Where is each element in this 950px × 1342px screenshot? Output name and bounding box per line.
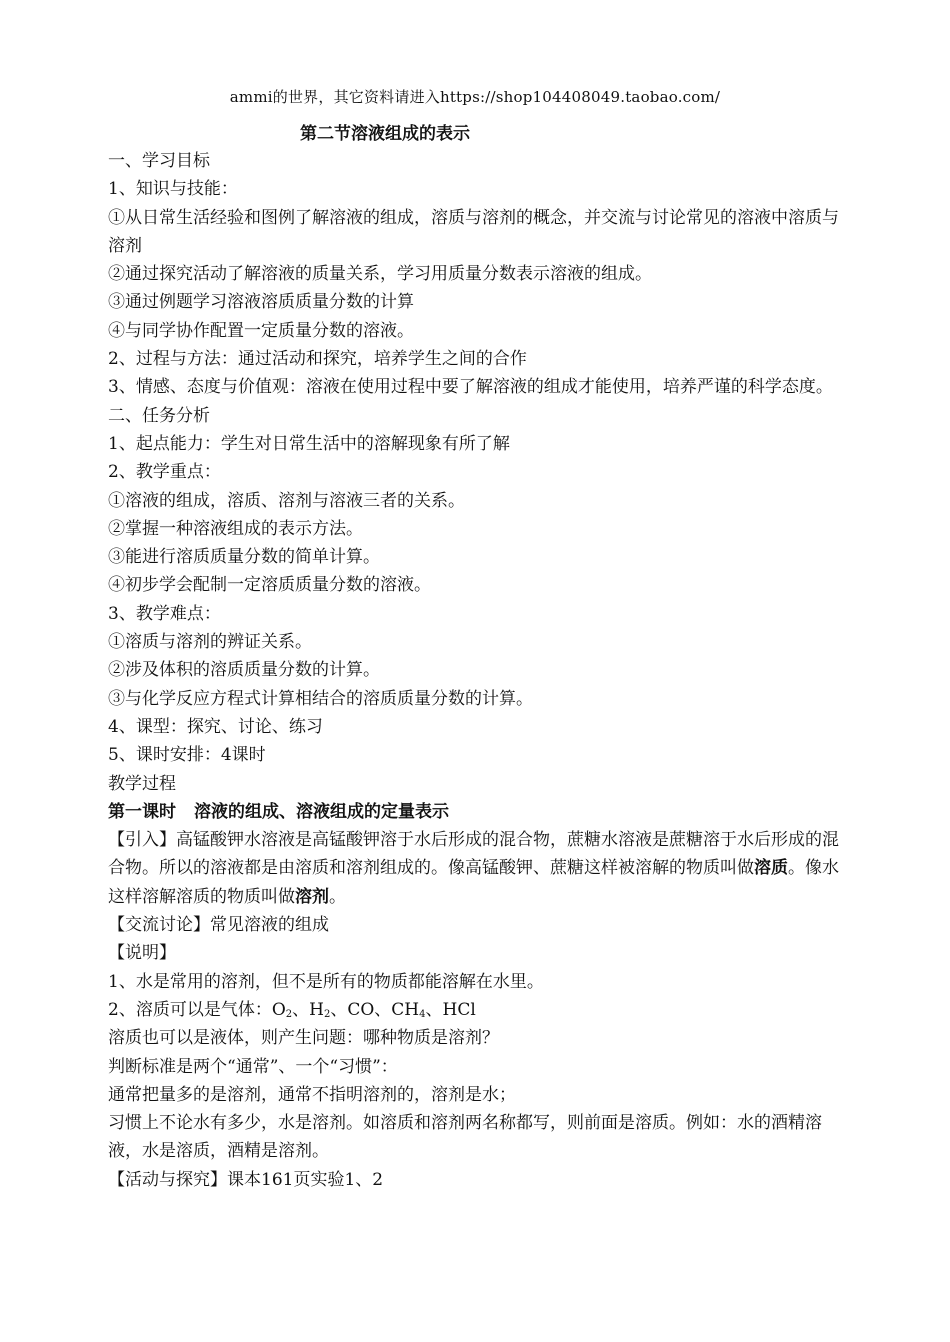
list-item: ③与化学反应方程式计算相结合的溶质质量分数的计算。 (108, 688, 533, 709)
list-item: ②通过探究活动了解溶液的质量关系，学习用质量分数表示溶液的组成。 (108, 264, 652, 285)
paragraph: 5、课时安排：4课时 (108, 745, 266, 766)
list-item: ④与同学协作配置一定质量分数的溶液。 (108, 320, 414, 341)
subsection-heading: 2、教学重点： (108, 462, 221, 483)
paragraph: 【交流讨论】常见溶液的组成 (108, 915, 329, 936)
section-heading: 二、任务分析 (108, 405, 210, 426)
paragraph: 通常把量多的是溶剂，通常不指明溶剂的，溶剂是水； (108, 1084, 516, 1105)
intro-paragraph (108, 826, 846, 911)
gas-solutes (108, 996, 846, 1024)
paragraph: 【活动与探究】课本161页实验1、2 (108, 1169, 384, 1190)
intro-text: 。像水这样溶解溶质的物质叫做 (108, 858, 839, 907)
subscript: 2 (323, 1008, 331, 1020)
paragraph: 习惯上不论水有多少，水是溶剂。如溶质和溶剂两名称都写，则前面是溶质。例如：水的酒精溶液，水是溶质，酒精是溶剂。 (108, 1113, 822, 1162)
paragraph: 2、过程与方法：通过活动和探究，培养学生之间的合作 (108, 349, 527, 370)
subscript: 2 (285, 1008, 293, 1020)
list-item: ②掌握一种溶液组成的表示方法。 (108, 518, 363, 539)
paragraph: 判断标准是两个“通常”、一个“习惯”： (108, 1056, 398, 1077)
paragraph: 【说明】 (108, 943, 176, 964)
subsection-heading: 1、知识与技能： (108, 179, 238, 200)
page-title: 第二节溶液组成的表示 (300, 124, 470, 144)
term-solute: 溶质 (754, 858, 788, 879)
page-header: ammi的世界，其它资料请进入https://shop104408049.taobao.com/ (229, 88, 721, 106)
paragraph: 4、课型：探究、讨论、练习 (108, 716, 323, 737)
list-item: ③通过例题学习溶液溶质质量分数的计算 (108, 292, 414, 313)
paragraph: 1、水是常用的溶剂，但不是所有的物质都能溶解在水里。 (108, 971, 544, 992)
paragraph: 1、起点能力：学生对日常生活中的溶解现象有所了解 (108, 433, 510, 454)
subsection-heading: 3、教学难点： (108, 603, 221, 624)
paragraph: 溶质也可以是液体，则产生问题：哪种物质是溶剂？ (108, 1028, 499, 1049)
lesson-topic: 溶液的组成、溶液组成的定量表示 (194, 801, 449, 822)
list-item: ④初步学会配制一定溶质质量分数的溶液。 (108, 575, 431, 596)
section-heading: 教学过程 (108, 773, 176, 794)
list-item: ①从日常生活经验和图例了解溶液的组成，溶质与溶剂的概念，并交流与讨论常见的溶液中溶质与溶剂 (108, 207, 839, 256)
text: 、H (292, 999, 324, 1020)
text: 、HCl (425, 999, 476, 1020)
lesson-number: 第一课时 (108, 801, 176, 822)
list-item: ①溶液的组成，溶质、溶剂与溶液三者的关系。 (108, 490, 465, 511)
lesson-heading (108, 798, 846, 826)
list-item: ②涉及体积的溶质质量分数的计算。 (108, 660, 380, 681)
intro-text: 【引入】高锰酸钾水溶液是高锰酸钾溶于水后形成的混合物，蔗糖水溶液是蔗糖溶于水后形成的混合物。所以的溶液都是由溶质和溶剂组成的。像高锰酸钾、蔗糖这样被溶解的物质叫做 (108, 830, 839, 879)
list-item: ①溶质与溶剂的辨证关系。 (108, 632, 312, 653)
text: 、CO、CH (330, 999, 420, 1020)
intro-text: 。 (329, 886, 346, 907)
section-heading: 一、学习目标 (108, 151, 210, 171)
term-solvent: 溶剂 (295, 886, 329, 907)
document-body (108, 147, 846, 1194)
paragraph: 3、情感、态度与价值观：溶液在使用过程中要了解溶液的组成才能使用，培养严谨的科学态度。 (108, 377, 833, 398)
subscript: 4 (419, 1008, 426, 1020)
text: 2、溶质可以是气体：O (108, 999, 286, 1020)
list-item: ③能进行溶质质量分数的简单计算。 (108, 547, 380, 568)
